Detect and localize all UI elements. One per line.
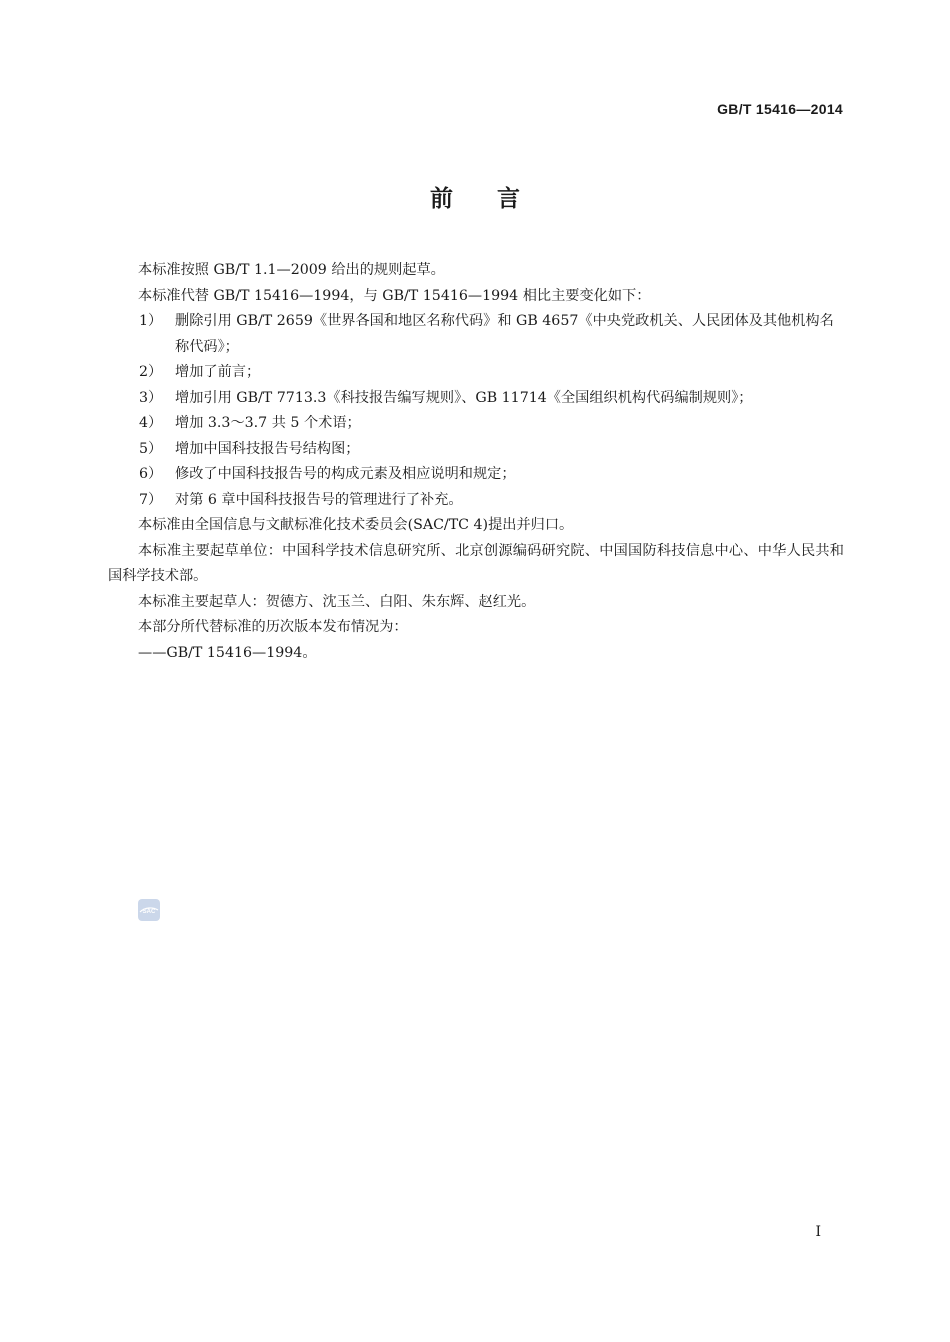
list-item-number: 6） bbox=[139, 466, 163, 482]
standard-code: GB/T 15416—2014 bbox=[717, 101, 843, 117]
paragraph-drafting-units: 本标准主要起草单位：中国科学技术信息研究所、北京创源编码研究院、中国国防科技信息中心、中华人民共和国科学技术部。 bbox=[108, 542, 844, 584]
list-item bbox=[108, 360, 844, 386]
page-number: I bbox=[815, 1224, 821, 1240]
list-item-number: 7） bbox=[139, 491, 163, 508]
page-title: 前言 bbox=[430, 185, 564, 212]
list-item-number: 5） bbox=[139, 440, 163, 457]
list-item-text: 增加 3.3～3.7 共 5 个术语； bbox=[175, 415, 361, 431]
paragraph-previous-editions: 本部分所代替标准的历次版本发布情况为： bbox=[138, 619, 408, 635]
paragraph-drafting-rules: 本标准按照 GB/T 1.1—2009 给出的规则起草。 bbox=[138, 262, 445, 278]
list-item bbox=[108, 462, 844, 488]
list-item-number: 3） bbox=[139, 389, 163, 406]
list-item-text: 删除引用 GB/T 2659《世界各国和地区名称代码》和 GB 4657《中央党政机关、人民团体及其他机构名称代码》； bbox=[175, 313, 834, 355]
list-item-number: 2） bbox=[139, 364, 163, 380]
list-item bbox=[108, 411, 844, 437]
list-item-number: 1） bbox=[139, 313, 163, 329]
list-item bbox=[108, 437, 844, 463]
paragraph-previous-edition-item: ——GB/T 15416—1994。 bbox=[138, 644, 317, 661]
watermark-text: SAC bbox=[142, 909, 156, 915]
document-body bbox=[108, 258, 844, 666]
list-item-text: 增加中国科技报告号结构图； bbox=[175, 440, 360, 457]
list-item-text: 修改了中国科技报告号的构成元素及相应说明和规定； bbox=[175, 466, 516, 482]
paragraph-replacement: 本标准代替 GB/T 15416—1994，与 GB/T 15416—1994 相比主要变化如下： bbox=[138, 287, 651, 304]
list-item bbox=[108, 488, 844, 514]
sac-watermark-logo bbox=[137, 898, 161, 922]
paragraph-proposer: 本标准由全国信息与文献标准化技术委员会(SAC/TC 4)提出并归口。 bbox=[138, 517, 574, 533]
paragraph-drafters: 本标准主要起草人：贺德方、沈玉兰、白阳、朱东辉、赵红光。 bbox=[138, 593, 536, 610]
list-item-text: 对第 6 章中国科技报告号的管理进行了补充。 bbox=[175, 491, 463, 508]
list-item bbox=[108, 309, 844, 360]
list-item-number: 4） bbox=[139, 415, 163, 431]
list-item-text: 增加引用 GB/T 7713.3《科技报告编写规则》、GB 11714《全国组织机构代码编制规则》； bbox=[175, 389, 753, 406]
list-item bbox=[108, 386, 844, 412]
list-item-text: 增加了前言； bbox=[175, 364, 261, 380]
